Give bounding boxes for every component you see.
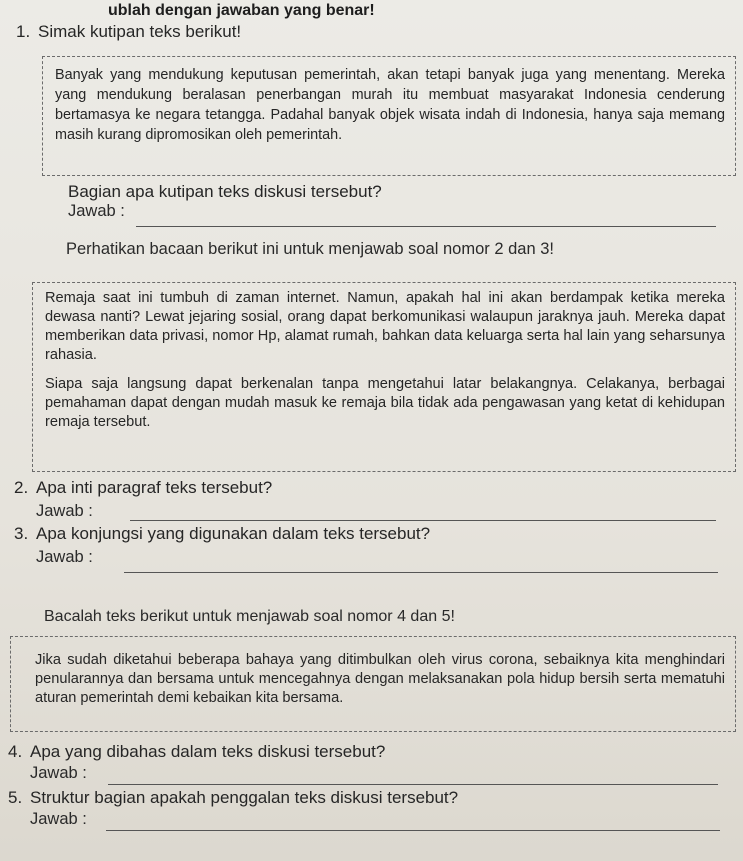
answer-2-label: Jawab :	[36, 502, 93, 520]
instruction-header: ublah dengan jawaban yang benar!	[108, 2, 375, 19]
question-2	[14, 478, 272, 498]
question-1-text: Simak kutipan teks berikut!	[38, 22, 242, 41]
answer-5-label: Jawab :	[30, 810, 87, 828]
question-2-number: 2.	[14, 478, 29, 497]
question-3-text: Apa konjungsi yang digunakan dalam teks tersebut?	[36, 524, 431, 543]
passage-2-3-paragraph-1: Remaja saat ini tumbuh di zaman internet. Namun, apakah hal ini akan berdampak ketika mereka dewasa nanti? Lewat jejaring sosial, orang dapat berkomunikasi walaupun jaraknya jauh. Mereka dapat memberikan data privasi, nomor Hp, alamat rumah, bahkan data keluarga serta hal lain yang seharsunya rahasia.	[45, 290, 725, 363]
question-1-prompt: Bagian apa kutipan teks diskusi tersebut?	[68, 182, 382, 201]
answer-5-line[interactable]	[106, 830, 720, 831]
passage-2-3-box	[32, 282, 736, 472]
passage-1-text: Banyak yang mendukung keputusan pemerintah, akan tetapi banyak juga yang menentang. Mereka yang mendukung beralasan penerbangan murah itu membuat masyarakat Indonesia cenderung bertamasya ke negara tetangga. Padahal banyak objek wisata indah di Indonesia, hanya saja memang masih kurang dipromosikan oleh pemerintah.	[55, 67, 725, 143]
passage-4-5-box	[10, 636, 736, 732]
answer-3-label: Jawab :	[36, 548, 93, 566]
passage-1-box	[42, 56, 736, 176]
question-4-text: Apa yang dibahas dalam teks diskusi tersebut?	[30, 742, 386, 761]
answer-2-line[interactable]	[130, 520, 716, 521]
answer-4-line[interactable]	[108, 784, 718, 785]
answer-4-label: Jawab :	[30, 764, 87, 782]
answer-3-line[interactable]	[124, 572, 718, 573]
question-4-number: 4.	[8, 742, 23, 761]
question-2-text: Apa inti paragraf teks tersebut?	[36, 478, 273, 497]
question-5	[8, 788, 458, 808]
passage-2-3-paragraph-2: Siapa saja langsung dapat berkenalan tanpa mengetahui latar belakangnya. Celakanya, berbagai pemahaman dapat dengan mudah masuk ke remaja bila tidak ada pengawasan yang ketat di kehidupan remaja tersebut.	[45, 376, 725, 430]
question-4	[8, 742, 385, 762]
answer-1-line[interactable]	[136, 226, 716, 227]
answer-1-label: Jawab :	[68, 202, 125, 220]
passage-4-5-text: Jika sudah diketahui beberapa bahaya yang ditimbulkan oleh virus corona, sebaiknya kita menghindari penularannya dan bersama untuk mencegahnya dengan melaksanakan pola hidup bersih serta mematuhi aturan pemerintah demi kebaikan kita bersama.	[35, 652, 725, 706]
question-5-text: Struktur bagian apakah penggalan teks diskusi tersebut?	[30, 788, 459, 807]
question-1-number: 1.	[16, 22, 31, 41]
question-1	[16, 22, 241, 42]
question-3	[14, 524, 430, 544]
question-3-number: 3.	[14, 524, 29, 543]
intro-2-3: Perhatikan bacaan berikut ini untuk menjawab soal nomor 2 dan 3!	[66, 240, 554, 258]
question-5-number: 5.	[8, 788, 23, 807]
intro-4-5: Bacalah teks berikut untuk menjawab soal nomor 4 dan 5!	[44, 608, 455, 625]
